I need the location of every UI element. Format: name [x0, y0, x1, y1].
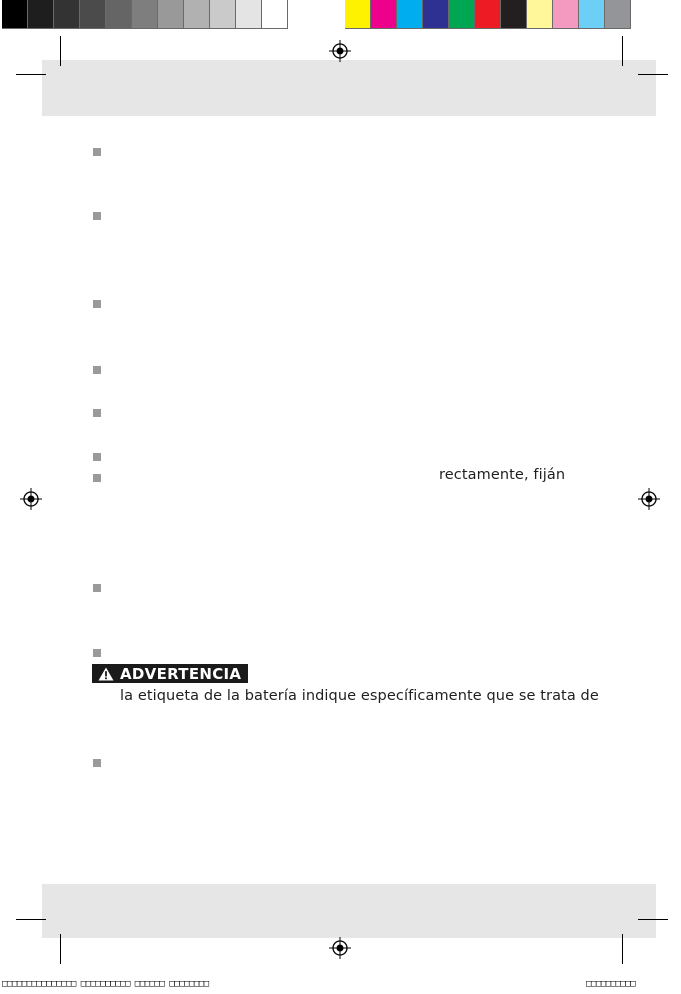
crop-mark-top-left-horizontal [16, 74, 46, 75]
color-swatch [527, 0, 553, 29]
warning-label: ADVERTENCIA [120, 664, 242, 683]
warning-triangle-icon [98, 667, 114, 681]
registration-mark-icon [638, 488, 660, 510]
color-swatch [449, 0, 475, 29]
color-swatch [80, 0, 106, 29]
footer-code-right: □□□□□□□□□□ [586, 979, 636, 989]
body-text-fragment: rectamente, fiján [439, 467, 566, 483]
crop-mark-bottom-left-horizontal [16, 919, 46, 920]
footer-code-left: □□□□□□□□□□□□□□□ □□□□□□□□□□ □□□□□□ □□□□□□□□ [2, 979, 209, 989]
color-swatch [132, 0, 158, 29]
color-swatch-strip [345, 0, 631, 30]
list-bullet [93, 148, 101, 156]
crop-mark-bottom-right-horizontal [638, 919, 668, 920]
list-bullet [93, 474, 101, 482]
registration-mark-icon [329, 40, 351, 62]
crop-mark-bottom-left-vertical [60, 934, 61, 964]
color-swatch [371, 0, 397, 29]
color-swatch [2, 0, 28, 29]
list-bullet [93, 300, 101, 308]
registration-mark-icon [20, 488, 42, 510]
color-swatch [184, 0, 210, 29]
crop-mark-bottom-right-vertical [622, 934, 623, 964]
color-swatch [475, 0, 501, 29]
color-swatch [54, 0, 80, 29]
warning-text-line: la etiqueta de la batería indique específicamente que se trata de [120, 688, 599, 704]
warning-badge [92, 664, 248, 683]
color-swatch [28, 0, 54, 29]
list-bullet [93, 366, 101, 374]
footer-band [42, 884, 656, 938]
color-swatch [423, 0, 449, 29]
list-bullet [93, 759, 101, 767]
color-swatch [236, 0, 262, 29]
crop-mark-top-left-vertical [60, 36, 61, 66]
color-swatch [605, 0, 631, 29]
color-swatch [106, 0, 132, 29]
list-bullet [93, 649, 101, 657]
list-bullet [93, 409, 101, 417]
list-bullet [93, 584, 101, 592]
list-bullet [93, 212, 101, 220]
color-swatch [579, 0, 605, 29]
color-swatch [262, 0, 288, 29]
color-swatch [210, 0, 236, 29]
color-swatch [345, 0, 371, 29]
color-swatch [553, 0, 579, 29]
color-swatch [397, 0, 423, 29]
color-swatch [158, 0, 184, 29]
color-swatch [501, 0, 527, 29]
registration-mark-icon [329, 937, 351, 959]
grayscale-swatch-strip [2, 0, 288, 30]
crop-mark-top-right-vertical [622, 36, 623, 66]
header-band [42, 60, 656, 116]
list-bullet [93, 453, 101, 461]
crop-mark-top-right-horizontal [638, 74, 668, 75]
